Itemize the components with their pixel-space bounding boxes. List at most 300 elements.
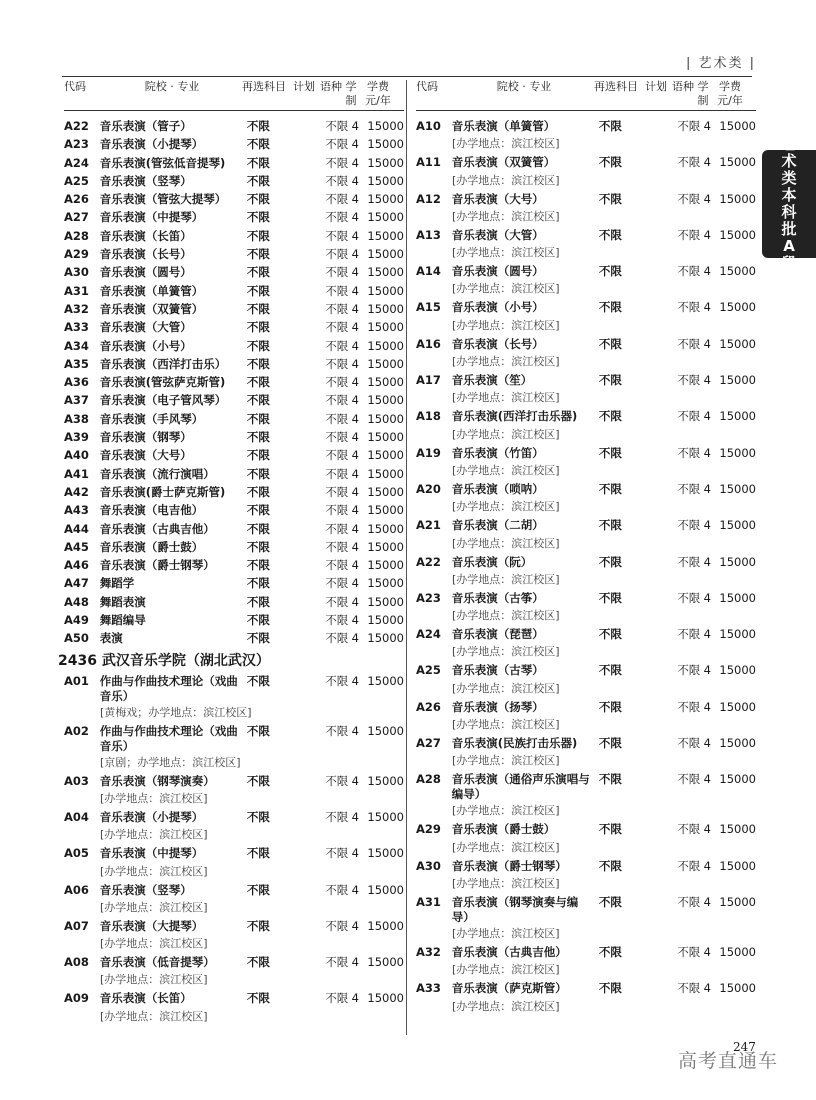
language: 不限 <box>325 613 349 628</box>
program-code: A32 <box>64 301 89 316</box>
duration-years: 4 <box>351 631 359 646</box>
program-name: 音乐表演（电子管风琴） <box>99 393 227 408</box>
required-subjects: 不限 <box>246 192 270 207</box>
table-row <box>416 371 756 389</box>
program-name: 音乐表演（通俗声乐演唱与编导） <box>451 772 590 802</box>
campus-note: [办学地点：滨江校区] <box>100 937 208 951</box>
duration-years: 4 <box>703 300 711 315</box>
language: 不限 <box>325 673 349 688</box>
language: 不限 <box>325 173 349 188</box>
language: 不限 <box>325 846 349 861</box>
language: 不限 <box>325 375 349 390</box>
language: 不限 <box>325 631 349 646</box>
program-code: A37 <box>64 393 89 408</box>
duration-years: 4 <box>351 283 359 298</box>
tuition-fee: 15000 <box>367 192 404 207</box>
required-subjects: 不限 <box>246 375 270 390</box>
duration-years: 4 <box>703 736 711 751</box>
campus-note: [办学地点：滨江校区] <box>452 173 560 187</box>
program-name: 音乐表演（管子） <box>99 119 192 133</box>
program-code: A28 <box>64 228 89 243</box>
program-code: A36 <box>64 375 89 390</box>
language: 不限 <box>325 356 349 371</box>
tuition-fee: 15000 <box>367 137 404 152</box>
duration-years: 4 <box>703 264 711 279</box>
program-name: 音乐表演（大管） <box>451 227 544 242</box>
tuition-fee: 15000 <box>367 119 404 133</box>
tuition-fee: 15000 <box>719 772 756 787</box>
program-code: A11 <box>416 155 441 170</box>
table-row <box>64 318 404 336</box>
campus-note: [办学地点：滨江校区] <box>452 572 560 586</box>
program-name: 音乐表演（长号） <box>99 247 192 262</box>
program-code: A49 <box>64 613 89 628</box>
campus-note: [办学地点：滨江校区] <box>100 791 208 805</box>
program-name: 舞蹈学 <box>99 576 135 591</box>
language: 不限 <box>325 955 349 970</box>
required-subjects: 不限 <box>246 119 270 133</box>
program-code: A01 <box>64 673 89 688</box>
tuition-fee: 15000 <box>719 699 756 714</box>
table-row <box>64 410 404 428</box>
th-lang: 语种 <box>672 80 694 93</box>
table-row <box>64 593 404 611</box>
program-name: 音乐表演(管弦低音提琴) <box>99 155 226 170</box>
program-code: A42 <box>64 484 89 499</box>
side-tab-char: 类 <box>781 169 797 187</box>
table-row <box>416 153 756 171</box>
table-row <box>64 844 404 862</box>
required-subjects: 不限 <box>246 393 270 408</box>
required-subjects: 不限 <box>246 521 270 536</box>
language: 不限 <box>325 228 349 243</box>
program-code: A22 <box>64 119 89 133</box>
table-row <box>64 917 404 935</box>
language: 不限 <box>677 227 701 242</box>
required-subjects: 不限 <box>598 445 622 460</box>
program-code: A31 <box>416 894 441 909</box>
language: 不限 <box>325 155 349 170</box>
language: 不限 <box>325 338 349 353</box>
table-row <box>64 263 404 281</box>
required-subjects: 不限 <box>246 155 270 170</box>
required-subjects: 不限 <box>246 846 270 861</box>
program-name: 音乐表演（手风琴） <box>99 411 204 426</box>
required-subjects: 不限 <box>598 822 622 837</box>
campus-note: [办学地点：滨江校区] <box>452 681 560 695</box>
required-subjects: 不限 <box>598 981 622 996</box>
table-row <box>416 589 756 607</box>
program-name: 音乐表演(爵士萨克斯管) <box>99 484 226 499</box>
tuition-fee: 15000 <box>719 981 756 996</box>
table-row <box>64 574 404 592</box>
duration-years: 4 <box>703 409 711 424</box>
language: 不限 <box>677 300 701 315</box>
language: 不限 <box>677 772 701 787</box>
duration-years: 4 <box>351 955 359 970</box>
table-row <box>64 556 404 574</box>
duration-years: 4 <box>351 430 359 445</box>
campus-note: [黄梅戏；办学地点：滨江校区] <box>100 705 252 719</box>
tuition-fee: 15000 <box>367 228 404 243</box>
program-code: A13 <box>416 227 441 242</box>
program-code: A28 <box>416 772 441 787</box>
required-subjects: 不限 <box>598 627 622 642</box>
campus-note: [办学地点：滨江校区] <box>452 318 560 332</box>
required-subjects: 不限 <box>598 373 622 388</box>
language: 不限 <box>677 663 701 678</box>
program-code: A30 <box>64 265 89 280</box>
tuition-fee: 15000 <box>367 673 404 688</box>
tuition-fee: 15000 <box>719 663 756 678</box>
program-code: A24 <box>64 155 89 170</box>
table-row <box>64 190 404 208</box>
language: 不限 <box>677 409 701 424</box>
duration-years: 4 <box>703 119 711 133</box>
table-row <box>416 480 756 498</box>
program-code: A23 <box>64 137 89 152</box>
required-subjects: 不限 <box>246 484 270 499</box>
table-row <box>64 808 404 826</box>
program-code: A16 <box>416 336 441 351</box>
required-subjects: 不限 <box>598 736 622 751</box>
required-subjects: 不限 <box>246 320 270 335</box>
language: 不限 <box>677 445 701 460</box>
language: 不限 <box>325 192 349 207</box>
campus-note: [办学地点：滨江校区] <box>452 840 560 854</box>
tuition-fee: 15000 <box>367 338 404 353</box>
program-name: 音乐表演（爵士鼓） <box>99 539 204 554</box>
program-name: 音乐表演（爵士钢琴） <box>451 858 567 873</box>
required-subjects: 不限 <box>246 448 270 463</box>
program-code: A35 <box>64 356 89 371</box>
table-row <box>416 262 756 280</box>
table-row <box>64 245 404 263</box>
required-subjects: 不限 <box>246 283 270 298</box>
table-row <box>64 172 404 190</box>
campus-note: [办学地点：滨江校区] <box>452 963 560 977</box>
left-list-1 <box>64 117 404 648</box>
tuition-fee: 15000 <box>719 445 756 460</box>
language: 不限 <box>325 466 349 481</box>
right-column <box>416 80 756 1016</box>
tuition-fee: 15000 <box>367 882 404 897</box>
table-row <box>64 953 404 971</box>
tuition-fee: 15000 <box>719 822 756 837</box>
duration-years: 4 <box>703 518 711 533</box>
required-subjects: 不限 <box>246 137 270 152</box>
side-tab-char: 批 <box>781 220 797 238</box>
school-heading: 2436 武汉音乐学院（湖北武汉） <box>58 652 270 669</box>
program-name: 音乐表演（单簧管） <box>99 283 204 298</box>
tuition-fee: 15000 <box>367 558 404 573</box>
left-list-2 <box>64 672 404 1026</box>
table-row <box>416 117 756 135</box>
required-subjects: 不限 <box>246 338 270 353</box>
required-subjects: 不限 <box>598 191 622 206</box>
program-code: A31 <box>64 283 89 298</box>
tuition-fee: 15000 <box>367 210 404 225</box>
program-code: A33 <box>64 320 89 335</box>
language: 不限 <box>325 991 349 1006</box>
duration-years: 4 <box>703 373 711 388</box>
tuition-fee: 15000 <box>367 466 404 481</box>
tuition-fee: 15000 <box>719 627 756 642</box>
table-row <box>416 553 756 571</box>
program-name: 音乐表演（扬琴） <box>451 699 544 714</box>
language: 不限 <box>325 539 349 554</box>
required-subjects: 不限 <box>246 576 270 591</box>
required-subjects: 不限 <box>246 356 270 371</box>
program-code: A25 <box>416 663 441 678</box>
table-row <box>64 881 404 899</box>
duration-years: 4 <box>351 539 359 554</box>
table-row <box>416 298 756 316</box>
program-name: 音乐表演（小号） <box>451 300 544 315</box>
program-code: A21 <box>416 518 441 533</box>
program-code: A06 <box>64 882 89 897</box>
language: 不限 <box>325 809 349 824</box>
required-subjects: 不限 <box>598 663 622 678</box>
language: 不限 <box>325 503 349 518</box>
duration-years: 4 <box>351 119 359 133</box>
duration-years: 4 <box>351 882 359 897</box>
campus-note: [办学地点：滨江校区] <box>452 876 560 890</box>
side-tab-char: 术 <box>781 152 797 170</box>
campus-note: [京剧；办学地点：滨江校区] <box>100 755 241 769</box>
table-row <box>416 734 756 752</box>
language: 不限 <box>677 264 701 279</box>
required-subjects: 不限 <box>246 210 270 225</box>
language: 不限 <box>325 393 349 408</box>
program-code: A38 <box>64 411 89 426</box>
required-subjects: 不限 <box>246 466 270 481</box>
duration-years: 4 <box>351 173 359 188</box>
required-subjects: 不限 <box>246 430 270 445</box>
language: 不限 <box>677 699 701 714</box>
program-code: A19 <box>416 445 441 460</box>
program-name: 音乐表演（低音提琴） <box>99 955 215 970</box>
tuition-fee: 15000 <box>367 846 404 861</box>
program-code: A04 <box>64 809 89 824</box>
program-code: A43 <box>64 503 89 518</box>
campus-note: [办学地点：滨江校区] <box>452 645 560 659</box>
duration-years: 4 <box>351 673 359 688</box>
left-column <box>58 80 404 1026</box>
th-code: 代码 <box>64 80 86 93</box>
table-row <box>64 722 404 754</box>
required-subjects: 不限 <box>598 336 622 351</box>
language: 不限 <box>325 882 349 897</box>
table-header-left <box>64 80 404 111</box>
campus-note: [办学地点：滨江校区] <box>452 246 560 260</box>
required-subjects: 不限 <box>598 699 622 714</box>
required-subjects: 不限 <box>246 918 270 933</box>
campus-note: [办学地点：滨江校区] <box>452 463 560 477</box>
tuition-fee: 15000 <box>367 631 404 646</box>
duration-years: 4 <box>351 594 359 609</box>
duration-years: 4 <box>351 466 359 481</box>
program-name: 音乐表演（古典吉他） <box>99 521 215 536</box>
program-code: A50 <box>64 631 89 646</box>
table-row <box>64 282 404 300</box>
required-subjects: 不限 <box>246 173 270 188</box>
program-code: A47 <box>64 576 89 591</box>
table-row <box>64 337 404 355</box>
side-tab-char: 艺 <box>781 135 797 153</box>
language: 不限 <box>325 265 349 280</box>
program-name: 音乐表演（流行演唱） <box>99 466 215 481</box>
campus-note: [办学地点：滨江校区] <box>452 391 560 405</box>
program-name: 音乐表演（管弦大提琴） <box>99 192 227 207</box>
table-row <box>64 483 404 501</box>
program-code: A15 <box>416 300 441 315</box>
program-name: 音乐表演（笙） <box>451 373 533 388</box>
program-name: 音乐表演（电吉他） <box>99 503 204 518</box>
program-code: A07 <box>64 918 89 933</box>
tuition-fee: 15000 <box>367 393 404 408</box>
program-code: A32 <box>416 944 441 959</box>
tuition-fee: 15000 <box>367 356 404 371</box>
right-list <box>416 117 756 1016</box>
program-name: 音乐表演（圆号） <box>99 265 192 280</box>
table-row <box>64 355 404 373</box>
duration-years: 4 <box>703 772 711 787</box>
duration-years: 4 <box>351 773 359 788</box>
program-code: A23 <box>416 590 441 605</box>
tuition-fee: 15000 <box>719 736 756 751</box>
campus-note: [办学地点：滨江校区] <box>452 500 560 514</box>
program-code: A02 <box>64 723 89 738</box>
language: 不限 <box>325 210 349 225</box>
program-name: 音乐表演（萨克斯管） <box>451 981 567 996</box>
campus-note: [办学地点：滨江校区] <box>452 804 560 818</box>
program-code: A46 <box>64 558 89 573</box>
program-code: A25 <box>64 173 89 188</box>
tuition-fee: 15000 <box>367 503 404 518</box>
duration-years: 4 <box>351 356 359 371</box>
column-divider <box>406 80 407 1035</box>
tuition-fee: 15000 <box>367 320 404 335</box>
language: 不限 <box>677 191 701 206</box>
table-row <box>416 516 756 534</box>
duration-years: 4 <box>351 723 359 738</box>
program-name: 音乐表演（钢琴演奏与编导） <box>451 894 579 924</box>
campus-note: [办学地点：滨江校区] <box>100 973 208 987</box>
campus-note: [办学地点：滨江校区] <box>452 355 560 369</box>
required-subjects: 不限 <box>246 503 270 518</box>
duration-years: 4 <box>703 227 711 242</box>
table-row <box>64 446 404 464</box>
language: 不限 <box>677 858 701 873</box>
program-name: 作曲与作曲技术理论（戏曲音乐） <box>99 723 238 753</box>
table-row <box>416 698 756 716</box>
program-code: A26 <box>416 699 441 714</box>
tuition-fee: 15000 <box>367 247 404 262</box>
program-name: 音乐表演（竖琴） <box>99 882 192 897</box>
required-subjects: 不限 <box>598 264 622 279</box>
duration-years: 4 <box>351 991 359 1006</box>
language: 不限 <box>325 723 349 738</box>
duration-years: 4 <box>351 137 359 152</box>
tuition-fee: 15000 <box>367 484 404 499</box>
language: 不限 <box>677 119 701 133</box>
program-code: A09 <box>64 991 89 1006</box>
table-row <box>416 820 756 838</box>
program-name: 音乐表演（中提琴） <box>99 846 204 861</box>
required-subjects: 不限 <box>246 558 270 573</box>
required-subjects: 不限 <box>598 554 622 569</box>
language: 不限 <box>325 558 349 573</box>
table-header-right <box>416 80 756 111</box>
language: 不限 <box>677 627 701 642</box>
program-name: 音乐表演（单簧管） <box>451 119 556 133</box>
duration-years: 4 <box>703 590 711 605</box>
duration-years: 4 <box>703 627 711 642</box>
table-row <box>64 989 404 1007</box>
program-code: A27 <box>416 736 441 751</box>
language: 不限 <box>325 484 349 499</box>
language: 不限 <box>677 590 701 605</box>
table-row <box>416 407 756 425</box>
program-code: A26 <box>64 192 89 207</box>
language: 不限 <box>325 119 349 133</box>
program-name: 音乐表演（长号） <box>451 336 544 351</box>
program-name: 音乐表演（竹笛） <box>451 445 544 460</box>
program-name: 音乐表演（小号） <box>99 338 192 353</box>
program-code: A44 <box>64 521 89 536</box>
required-subjects: 不限 <box>598 894 622 909</box>
header-rule <box>62 76 752 77</box>
required-subjects: 不限 <box>246 673 270 688</box>
duration-years: 4 <box>703 858 711 873</box>
required-subjects: 不限 <box>246 411 270 426</box>
table-row <box>64 772 404 790</box>
program-name: 音乐表演(西洋打击乐器) <box>451 409 578 424</box>
program-name: 舞蹈表演 <box>99 594 146 609</box>
duration-years: 4 <box>351 918 359 933</box>
program-code: A12 <box>416 191 441 206</box>
required-subjects: 不限 <box>246 228 270 243</box>
required-subjects: 不限 <box>246 613 270 628</box>
campus-note: [办学地点：滨江校区] <box>452 718 560 732</box>
side-section-tab <box>762 135 816 272</box>
duration-years: 4 <box>703 191 711 206</box>
program-name: 音乐表演（大管） <box>99 320 192 335</box>
required-subjects: 不限 <box>598 858 622 873</box>
program-code: A20 <box>416 481 441 496</box>
required-subjects: 不限 <box>598 518 622 533</box>
th-subjects: 再选科目 <box>242 80 286 93</box>
duration-years: 4 <box>703 699 711 714</box>
th-fee: 学费 元/年 <box>365 80 391 107</box>
language: 不限 <box>677 518 701 533</box>
tuition-fee: 15000 <box>367 173 404 188</box>
duration-years: 4 <box>351 301 359 316</box>
program-name: 音乐表演（钢琴） <box>99 430 192 445</box>
watermark: 高考直通车 <box>678 1050 779 1072</box>
tuition-fee: 15000 <box>367 773 404 788</box>
campus-note: [办学地点：滨江校区] <box>100 1009 208 1023</box>
duration-years: 4 <box>351 809 359 824</box>
tuition-fee: 15000 <box>367 301 404 316</box>
required-subjects: 不限 <box>246 539 270 554</box>
required-subjects: 不限 <box>246 301 270 316</box>
tuition-fee: 15000 <box>367 283 404 298</box>
table-row <box>64 208 404 226</box>
duration-years: 4 <box>351 155 359 170</box>
duration-years: 4 <box>703 944 711 959</box>
